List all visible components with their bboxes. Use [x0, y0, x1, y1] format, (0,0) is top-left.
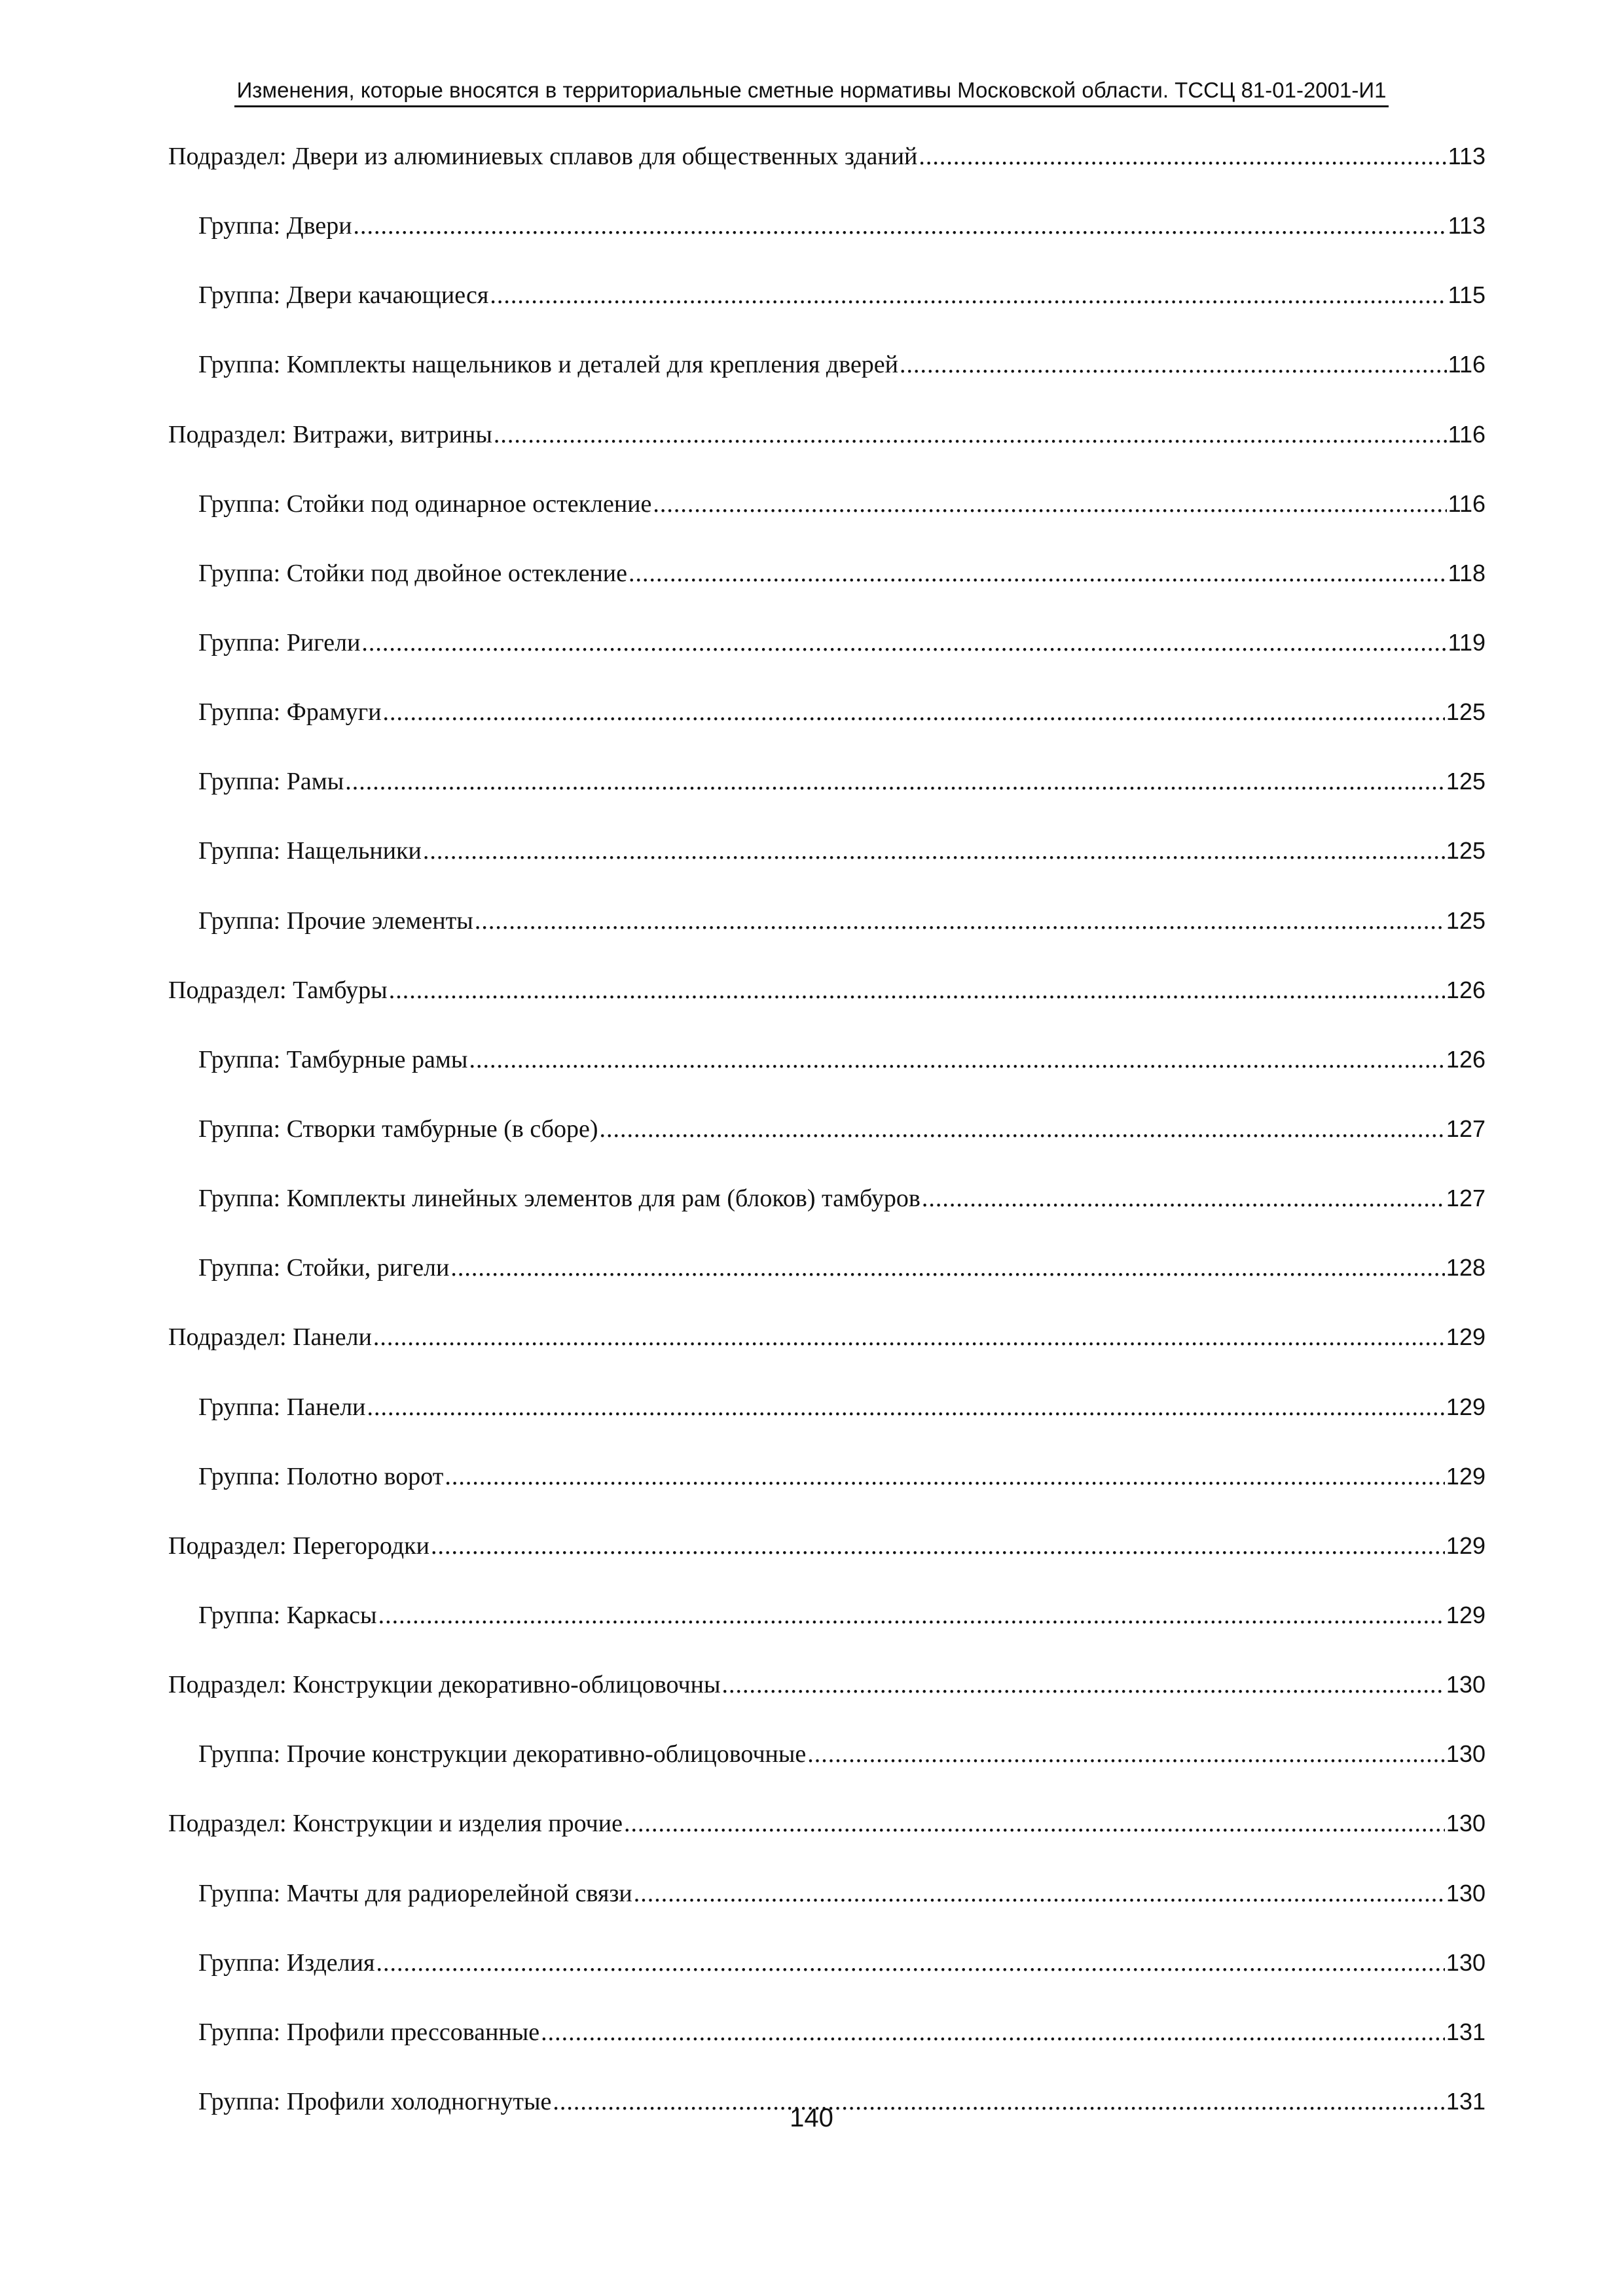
- toc-entry-kind: Группа :: [198, 907, 287, 935]
- toc-entry-name: Нащельники: [286, 837, 422, 865]
- toc-entry-name: Комплекты нащельников и деталей для крепления дверей: [286, 351, 899, 379]
- toc-entry-title: [168, 975, 388, 1005]
- toc-entry-title: [198, 1948, 374, 1978]
- dot-leader: [807, 1739, 1445, 1769]
- toc-entry-kind: Группа :: [198, 1949, 287, 1977]
- toc-entry-subsection[interactable]: [168, 141, 1486, 211]
- toc-entry-subsection[interactable]: [168, 1531, 1486, 1600]
- toc-entry-kind: Группа :: [198, 1254, 287, 1282]
- toc-entry-group[interactable]: [168, 1878, 1486, 1948]
- dot-leader: [475, 906, 1445, 936]
- toc-entry-subsection[interactable]: [168, 1322, 1486, 1391]
- toc-entry-name: Витражи, витрины: [293, 420, 492, 448]
- toc-entry-subsection[interactable]: [168, 1808, 1486, 1878]
- toc-entry-page: 115: [1448, 281, 1486, 309]
- toc-entry-page: 125: [1446, 837, 1486, 865]
- toc-entry-group[interactable]: [168, 489, 1486, 558]
- running-header-text: Изменения, которые вносятся в территориальные сметные нормативы Московской области. ТССЦ 81-01-2001-И1: [234, 77, 1389, 107]
- toc-entry-kind: Группа :: [198, 281, 287, 309]
- toc-entry-page: 126: [1446, 1045, 1486, 1073]
- toc-entry-name: Тамбурные рамы: [286, 1045, 468, 1073]
- toc-entry-kind: Группа :: [198, 1740, 287, 1768]
- toc-entry-name: Панели: [286, 1393, 366, 1421]
- dot-leader: [389, 975, 1445, 1005]
- toc-entry-title: [198, 836, 422, 866]
- toc-entry-group[interactable]: [168, 350, 1486, 419]
- toc-entry-page: 129: [1446, 1393, 1486, 1420]
- toc-entry-kind: Подраздел :: [168, 1671, 293, 1698]
- toc-entry-title: [168, 1670, 721, 1700]
- toc-entry-page: 118: [1448, 559, 1486, 586]
- toc-entry-kind: Группа :: [198, 1185, 287, 1212]
- toc-entry-name: Двери из алюминиевых сплавов для общественных зданий: [293, 143, 918, 170]
- toc-entry-page: 113: [1448, 143, 1486, 170]
- toc-entry-group[interactable]: [168, 906, 1486, 975]
- dot-leader: [541, 2017, 1445, 2047]
- toc-entry-kind: Группа :: [198, 1602, 287, 1629]
- dot-leader: [367, 1392, 1445, 1422]
- toc-entry-title: [198, 1045, 467, 1075]
- toc-entry-page: 131: [1446, 2018, 1486, 2045]
- toc-entry-kind: Группа :: [198, 629, 287, 656]
- toc-entry-title: [198, 1739, 806, 1769]
- dot-leader: [345, 766, 1445, 797]
- toc-entry-page: 113: [1448, 212, 1486, 240]
- toc-entry-name: Рамы: [286, 768, 344, 796]
- toc-entry-page: 130: [1446, 1671, 1486, 1698]
- dot-leader: [376, 1948, 1444, 1978]
- dot-leader: [383, 697, 1445, 727]
- toc-entry-name: Створки тамбурные (в сборе): [286, 1115, 598, 1143]
- dot-leader: [922, 1183, 1445, 1213]
- toc-entry-subsection[interactable]: [168, 1670, 1486, 1739]
- toc-entry-kind: Группа :: [198, 1880, 287, 1907]
- toc-entry-kind: Группа :: [198, 1046, 287, 1073]
- dot-leader: [653, 489, 1446, 519]
- toc-entry-kind: Подраздел :: [168, 1323, 293, 1351]
- toc-entry-name: Двери: [286, 212, 352, 240]
- toc-entry-title: [198, 906, 473, 936]
- toc-entry-kind: Группа :: [198, 2088, 287, 2115]
- toc-entry-name: Прочие конструкции декоративно-облицовочные: [286, 1740, 807, 1768]
- toc-entry-page: 126: [1446, 976, 1486, 1003]
- toc-entry-name: Панели: [293, 1323, 372, 1352]
- toc-entry-title: [198, 1600, 377, 1630]
- toc-entry-group[interactable]: [168, 766, 1486, 836]
- toc-entry-name: Стойки под двойное остекление: [286, 559, 627, 587]
- toc-entry-kind: Группа :: [198, 490, 287, 518]
- toc-entry-name: Перегородки: [293, 1532, 429, 1560]
- toc-entry-name: Конструкции декоративно-облицовочны: [293, 1671, 721, 1699]
- toc-entry-group[interactable]: [168, 280, 1486, 350]
- dot-leader: [423, 836, 1445, 866]
- toc-entry-page: 129: [1446, 1462, 1486, 1490]
- dot-leader: [469, 1045, 1444, 1075]
- toc-entry-page: 130: [1446, 1879, 1486, 1907]
- toc-entry-page: 125: [1446, 768, 1486, 795]
- toc-entry-title: [198, 1114, 598, 1144]
- toc-entry-kind: Подраздел :: [168, 421, 293, 448]
- toc-entry-title: [168, 1531, 429, 1561]
- dot-leader: [624, 1808, 1445, 1839]
- toc-entry-page: 116: [1448, 420, 1486, 448]
- dot-leader: [450, 1253, 1445, 1283]
- toc-entry-title: [168, 141, 917, 171]
- dot-leader: [919, 141, 1446, 171]
- dot-leader: [494, 420, 1447, 450]
- toc-entry-group[interactable]: [168, 1114, 1486, 1183]
- toc-entry-title: [198, 350, 898, 380]
- toc-entry-page: 128: [1446, 1254, 1486, 1282]
- toc-entry-name: Комплекты линейных элементов для рам (блоков) тамбуров: [286, 1185, 921, 1213]
- toc-entry-kind: Группа :: [198, 2018, 287, 2046]
- toc-entry-page: 127: [1446, 1115, 1486, 1142]
- toc-entry-kind: Группа :: [198, 1393, 287, 1421]
- toc-entry-group[interactable]: [168, 1045, 1486, 1114]
- page-number: 140: [790, 2104, 833, 2132]
- toc-entry-title: [198, 2017, 539, 2047]
- toc-entry-name: Стойки, ригели: [286, 1254, 450, 1282]
- toc-entry-name: Прочие элементы: [286, 906, 473, 935]
- toc-entry-page: 130: [1446, 1948, 1486, 1976]
- toc-entry-kind: Группа :: [198, 351, 287, 378]
- toc-entry-kind: Подраздел :: [168, 1810, 293, 1837]
- dot-leader: [361, 628, 1446, 658]
- toc-entry-page: 129: [1446, 1323, 1486, 1351]
- toc-entry-title: [198, 558, 627, 588]
- toc-entry-title: [198, 1878, 632, 1909]
- toc-entry-name: Мачты для радиорелейной связи: [286, 1879, 632, 1907]
- dot-leader: [445, 1462, 1445, 1492]
- toc-entry-group[interactable]: [168, 1183, 1486, 1253]
- toc-entry-page: 127: [1446, 1185, 1486, 1212]
- toc-entry-title: [198, 1462, 443, 1492]
- toc-entry-kind: Группа :: [198, 698, 287, 726]
- toc-entry-title: [198, 697, 382, 727]
- toc-entry-group[interactable]: [168, 2017, 1486, 2087]
- toc-entry-name: Конструкции и изделия прочие: [293, 1810, 623, 1838]
- toc-entry-name: Фрамуги: [286, 698, 382, 726]
- table-of-contents: [168, 141, 1486, 2156]
- toc-entry-page: 130: [1446, 1740, 1486, 1768]
- toc-entry-title: [168, 420, 492, 450]
- toc-entry-group[interactable]: [168, 628, 1486, 697]
- toc-entry-page: 125: [1446, 906, 1486, 934]
- toc-entry-title: [198, 628, 360, 658]
- toc-entry-subsection[interactable]: [168, 975, 1486, 1045]
- dot-leader: [600, 1114, 1445, 1144]
- toc-entry-page: 129: [1446, 1532, 1486, 1559]
- dot-leader: [378, 1600, 1445, 1630]
- toc-entry-kind: Подраздел :: [168, 1532, 293, 1560]
- toc-entry-kind: Группа :: [198, 1115, 287, 1143]
- toc-entry-title: [168, 1808, 623, 1839]
- toc-entry-kind: Подраздел :: [168, 143, 293, 170]
- dot-leader: [629, 558, 1447, 588]
- toc-entry-group[interactable]: [168, 836, 1486, 905]
- toc-entry-page: 116: [1448, 490, 1486, 517]
- dot-leader: [490, 280, 1446, 310]
- toc-entry-page: 129: [1446, 1601, 1486, 1628]
- dot-leader: [900, 350, 1447, 380]
- toc-entry-name: Тамбуры: [293, 976, 388, 1004]
- toc-entry-title: [198, 1392, 366, 1422]
- toc-entry-title: [198, 1183, 921, 1213]
- toc-entry-kind: Группа :: [198, 1463, 287, 1490]
- toc-entry-name: Двери качающиеся: [286, 281, 489, 310]
- toc-entry-kind: Группа :: [198, 768, 287, 795]
- dot-leader: [431, 1531, 1445, 1561]
- toc-entry-kind: Группа :: [198, 837, 287, 865]
- toc-entry-group[interactable]: [168, 1462, 1486, 1531]
- toc-entry-page: 131: [1446, 2087, 1486, 2115]
- toc-entry-name: Каркасы: [286, 1601, 377, 1629]
- toc-entry-title: [198, 211, 352, 241]
- toc-entry-group[interactable]: [168, 1739, 1486, 1808]
- dot-leader: [722, 1670, 1445, 1700]
- toc-entry-group[interactable]: [168, 211, 1486, 280]
- toc-entry-title: [198, 280, 488, 310]
- toc-entry-name: Полотно ворот: [286, 1462, 444, 1490]
- toc-entry-title: [198, 1253, 449, 1283]
- toc-entry-title: [198, 766, 344, 797]
- dot-leader: [354, 211, 1447, 241]
- toc-entry-group[interactable]: [168, 1392, 1486, 1462]
- toc-entry-page: 130: [1446, 1810, 1486, 1837]
- toc-entry-group[interactable]: [168, 1948, 1486, 2017]
- toc-entry-kind: Группа :: [198, 560, 287, 587]
- toc-entry-title: [198, 489, 651, 519]
- toc-entry-page: 125: [1446, 698, 1486, 726]
- toc-entry-kind: Подраздел :: [168, 977, 293, 1004]
- toc-entry-page: 119: [1448, 628, 1486, 656]
- toc-entry-group[interactable]: [168, 558, 1486, 628]
- dot-leader: [373, 1322, 1445, 1352]
- running-header: [0, 77, 1623, 107]
- toc-entry-subsection[interactable]: [168, 420, 1486, 489]
- toc-entry-name: Изделия: [286, 1948, 375, 1977]
- toc-entry-group[interactable]: [168, 697, 1486, 766]
- toc-entry-name: Стойки под одинарное остекление: [286, 490, 652, 518]
- toc-entry-kind: Группа :: [198, 212, 287, 240]
- toc-entry-title: [168, 1322, 372, 1352]
- toc-entry-name: Профили прессованные: [286, 2018, 540, 2046]
- toc-entry-name: Профили холодногнутые: [286, 2087, 552, 2115]
- toc-entry-group[interactable]: [168, 1600, 1486, 1670]
- toc-entry-group[interactable]: [168, 1253, 1486, 1322]
- toc-entry-name: Ригели: [286, 628, 361, 656]
- dot-leader: [634, 1878, 1445, 1909]
- toc-entry-page: 116: [1448, 351, 1486, 378]
